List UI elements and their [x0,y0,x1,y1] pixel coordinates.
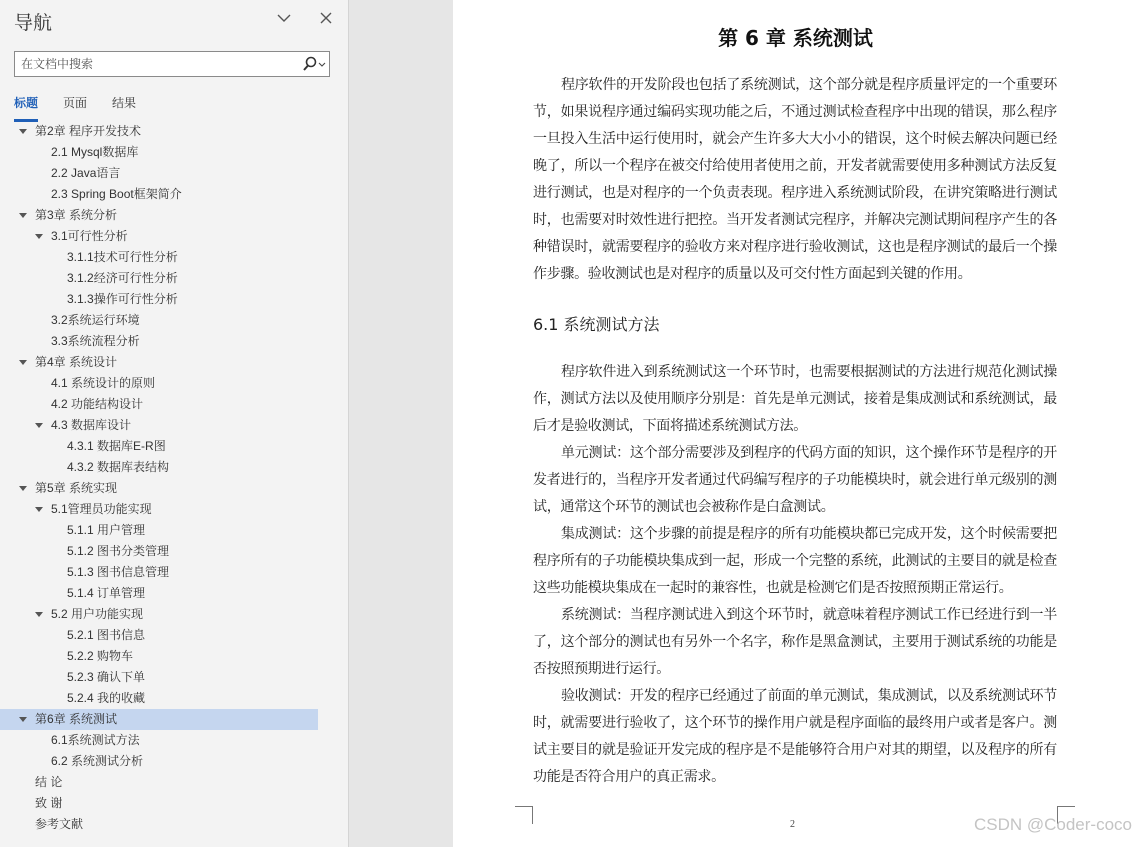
nav-heading-label: 2.1 Mysql数据库 [51,145,139,159]
navigation-pane [0,0,349,847]
nav-heading-label: 5.1管理员功能实现 [51,502,152,516]
nav-heading-item[interactable] [0,352,349,373]
nav-heading-label: 4.1 系统设计的原则 [51,376,156,390]
nav-heading-item[interactable] [0,541,349,562]
chevron-down-icon[interactable] [274,8,294,28]
expand-triangle-icon[interactable] [19,717,27,722]
nav-heading-item[interactable] [0,583,349,604]
nav-heading-label: 5.1.1 用户管理 [67,523,146,537]
nav-heading-label: 5.2.1 图书信息 [67,628,146,642]
nav-heading-item[interactable] [0,142,349,163]
nav-heading-item[interactable] [0,604,349,625]
nav-heading-label: 5.2.4 我的收藏 [67,691,146,705]
close-icon[interactable] [316,8,336,28]
chapter-title: 第 6 章 系统测试 [718,26,873,50]
nav-heading-item[interactable] [0,415,349,436]
tab-headings[interactable]: 标题 [14,95,38,122]
search-box [14,51,330,77]
nav-heading-label: 3.2系统运行环境 [51,313,140,327]
search-button[interactable] [301,55,327,73]
expand-triangle-icon[interactable] [35,612,43,617]
nav-heading-item[interactable] [0,310,349,331]
search-input[interactable] [15,52,301,76]
nav-heading-label: 第5章 系统实现 [35,481,118,495]
nav-heading-label: 5.2 用户功能实现 [51,607,144,621]
nav-heading-label: 4.2 功能结构设计 [51,397,144,411]
nav-heading-item[interactable] [0,268,349,289]
document-page [453,0,1138,847]
nav-heading-item[interactable] [0,772,349,793]
nav-heading-item[interactable] [0,478,349,499]
watermark: CSDN @Coder-coco [973,815,1132,834]
nav-heading-item[interactable] [0,457,349,478]
nav-heading-item[interactable] [0,709,318,730]
nav-heading-item[interactable] [0,520,349,541]
nav-heading-label: 3.1.1技术可行性分析 [67,250,178,264]
nav-heading-item[interactable] [0,688,349,709]
nav-heading-item[interactable] [0,562,349,583]
crop-mark-left [515,806,533,824]
nav-heading-label: 5.2.2 购物车 [67,649,134,663]
nav-heading-item[interactable] [0,121,349,142]
nav-heading-label: 3.1.3操作可行性分析 [67,292,178,306]
nav-heading-item[interactable] [0,625,349,646]
expand-triangle-icon[interactable] [35,507,43,512]
paragraph-1: 程序软件进入到系统测试这一个环节时，也需要根据测试的方法进行规范化测试操作，测试方法以及使用顺序分别是：首先是单元测试，接着是集成测试和系统测试，最后才是验收测试，下面将描述系统测试方法。 [533,364,1057,434]
expand-triangle-icon[interactable] [19,360,27,365]
paragraph-2: 单元测试：这个部分需要涉及到程序的代码方面的知识，这个操作环节是程序的开发者进行的，当程序开发者通过代码编写程序的子功能模块时，就会进行单元级别的测试，通常这个环节的测试也会被称作是白盒测试。 [533,445,1057,515]
nav-heading-label: 2.2 Java语言 [51,166,121,180]
nav-heading-label: 4.3.2 数据库表结构 [67,460,170,474]
page-number: 2 [790,819,795,830]
nav-heading-label: 致 谢 [35,796,63,810]
nav-heading-item[interactable] [0,793,349,814]
nav-heading-label: 3.1可行性分析 [51,229,128,243]
nav-heading-label: 5.1.4 订单管理 [67,586,146,600]
nav-heading-label: 4.3.1 数据库E-R图 [67,439,166,453]
expand-triangle-icon[interactable] [19,486,27,491]
intro-paragraph: 程序软件的开发阶段也包括了系统测试，这个部分就是程序质量评定的一个重要环节，如果说程序通过编码实现功能之后，不通过测试检查程序中出现的错误，那么程序一旦投入生活中运行使用时，就会产生许多大大小小的错误，这个时候去解决问题已经晚了，所以一个程序在被交付给使用者使用之前，开发者就需要使用多种测试方法反复进行测试，也是对程序的一个负责表现。程序进入系统测试阶段，在讲究策略进行测试时，也需要对时效性进行把控。当开发者测试完程序，并解决完测试期间程序产生的各种错误时，就需要程序的验收方来对程序进行验收测试，这也是程序测试的最后一个操作步骤。验收测试也是对程序的质量以及可交付性方面起到关键的作用。 [533,77,1057,282]
nav-heading-item[interactable] [0,499,349,520]
nav-heading-label: 第2章 程序开发技术 [35,124,142,138]
nav-heading-item[interactable] [0,184,349,205]
nav-heading-label: 5.1.2 图书分类管理 [67,544,170,558]
expand-triangle-icon[interactable] [19,129,27,134]
section-title: 6.1 系统测试方法 [533,315,660,334]
nav-heading-item[interactable] [0,163,349,184]
tab-results[interactable]: 结果 [112,96,137,110]
expand-triangle-icon[interactable] [19,213,27,218]
nav-heading-item[interactable] [0,751,349,772]
nav-heading-label: 第4章 系统设计 [35,355,118,369]
nav-heading-label: 第3章 系统分析 [35,208,118,222]
expand-triangle-icon[interactable] [35,234,43,239]
nav-heading-label: 2.3 Spring Boot框架简介 [51,187,182,201]
paragraph-5: 验收测试：开发的程序已经通过了前面的单元测试，集成测试，以及系统测试环节时，就需要进行验收了，这个环节的操作用户就是程序面临的最终用户或者是客户。测试主要目的就是验证开发完成的程序是不是能够符合用户对其的期望，以及程序的所有功能是否符合用户的真正需求。 [533,688,1057,785]
nav-heading-item[interactable] [0,646,349,667]
nav-heading-item[interactable] [0,667,349,688]
nav-heading-item[interactable] [0,394,349,415]
nav-heading-label: 5.2.3 确认下单 [67,670,146,684]
nav-heading-label: 4.3 数据库设计 [51,418,132,432]
paragraph-4: 系统测试：当程序测试进入到这个环节时，就意味着程序测试工作已经进行到一半了，这个部分的测试也有另外一个名字，称作是黑盒测试，主要用于测试系统的功能是否按照预期进行运行。 [533,607,1057,677]
nav-heading-item[interactable] [0,730,349,751]
nav-heading-item[interactable] [0,331,349,352]
expand-triangle-icon[interactable] [35,423,43,428]
nav-heading-label: 6.1系统测试方法 [51,733,140,747]
nav-heading-item[interactable] [0,289,349,310]
nav-heading-item[interactable] [0,247,349,268]
nav-heading-item[interactable] [0,226,349,247]
nav-heading-label: 3.1.2经济可行性分析 [67,271,178,285]
nav-heading-item[interactable] [0,814,349,835]
heading-tree [0,121,349,835]
nav-heading-item[interactable] [0,436,349,457]
nav-heading-item[interactable] [0,205,349,226]
nav-heading-label: 第6章 系统测试 [35,712,118,726]
nav-heading-label: 结 论 [35,775,63,789]
paragraph-3: 集成测试：这个步骤的前提是程序的所有功能模块都已完成开发，这个时候需要把程序所有的子功能模块集成到一起，形成一个完整的系统，此测试的主要目的就是检查这些功能模块集成在一起时的兼容性，也就是检测它们是否按照预期正常运行。 [533,526,1057,596]
nav-title: 导航 [14,13,53,34]
nav-heading-label: 3.3系统流程分析 [51,334,140,348]
nav-heading-item[interactable] [0,373,349,394]
nav-heading-label: 参考文献 [35,817,84,831]
tab-pages[interactable]: 页面 [63,96,88,110]
search-icon [301,55,327,73]
nav-heading-label: 5.1.3 图书信息管理 [67,565,170,579]
nav-heading-label: 6.2 系统测试分析 [51,754,144,768]
